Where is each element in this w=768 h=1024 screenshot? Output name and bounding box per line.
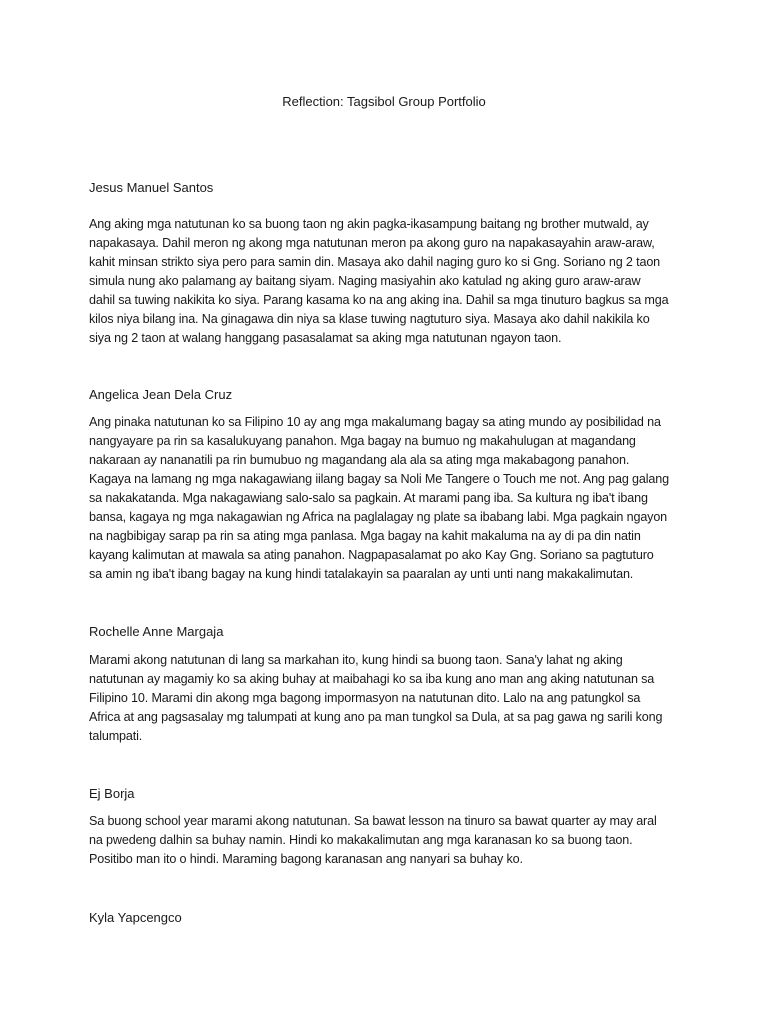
paragraph-line: talumpati. xyxy=(89,729,143,743)
reflection-paragraph xyxy=(89,413,709,584)
paragraph-line: Ang pinaka natutunan ko sa Filipino 10 ay ang mga makalumang bagay sa ating mundo ay posibilidad na xyxy=(89,415,661,429)
paragraph-line: dahil sa tuwing nakikita ko siya. Parang kasama ko na ang aking ina. Dahil sa mga tinuturo bagkus sa mga xyxy=(89,293,669,307)
paragraph-line: Africa at ang pagsasalay mg talumpati at kung ano pa man tungkol sa Dula, at sa pag gawa ng sarili kong xyxy=(89,710,663,724)
author-name: Kyla Yapcengco xyxy=(89,910,182,925)
author-name: Ej Borja xyxy=(89,786,135,801)
paragraph-line: Positibo man ito o hindi. Maraming bagong karanasan ang nanyari sa buhay ko. xyxy=(89,852,523,866)
reflection-paragraph xyxy=(89,651,709,746)
paragraph-line: nangyayare pa rin sa kasalukuyang panahon. Mga bagay na bumuo ng makahulugan at magandang xyxy=(89,434,636,448)
paragraph-line: kahit minsan strikto siya pero para samin din. Masaya ako dahil naging guro ko si Gng. Soriano ng 2 taon xyxy=(89,255,661,269)
paragraph-line: kayang kalimutan at mawala sa ating panahon. Nagpapasalamat po ako Kay Gng. Soriano sa pagtuturo xyxy=(89,548,654,562)
paragraph-line: nakaraan ay nananatili pa rin bumubuo ng magandang ala ala sa ating mga makabagong panahon. xyxy=(89,453,630,467)
paragraph-line: siya ng 2 taon at walang hanggang pasasalamat sa aking mga natutunan ngayon taon. xyxy=(89,331,562,345)
paragraph-line: na pwedeng dalhin sa buhay namin. Hindi ko makakalimutan ang mga karanasan ko sa buong taon. xyxy=(89,833,633,847)
paragraph-line: sa nakakatanda. Mga nakagawiang salo-salo sa pagkain. At marami pang iba. Sa kultura ng iba't ibang xyxy=(89,491,648,505)
author-name: Angelica Jean Dela Cruz xyxy=(89,387,233,402)
paragraph-line: na nagbibigay sarap pa rin sa ating mga panlasa. Mga bagay na kahit makaluma na ay di pa din natin xyxy=(89,529,641,543)
paragraph-line: sa amin ng iba't ibang bagay na kung hindi tatalakayin sa paaralan ay unti unti nang makakalimutan. xyxy=(89,567,634,581)
paragraph-line: Ang aking mga natutunan ko sa buong taon ng akin pagka-ikasampung baitang ng brother mutwald, ay xyxy=(89,217,649,231)
reflection-paragraph xyxy=(89,812,709,869)
paragraph-line: Kagaya na lamang ng mga nakagawiang iilang bagay sa Noli Me Tangere o Touch me not. Ang pag galang xyxy=(89,472,669,486)
paragraph-line: Marami akong natutunan di lang sa markahan ito, kung hindi sa buong taon. Sana'y lahat ng aking xyxy=(89,653,623,667)
document-title: Reflection: Tagsibol Group Portfolio xyxy=(282,94,486,109)
author-name: Jesus Manuel Santos xyxy=(89,180,214,195)
paragraph-line: kilos niya bilang ina. Na ginagawa din niya sa klase tuwing nagtuturo siya. Masaya ako dahil nakikila ko xyxy=(89,312,650,326)
author-name: Rochelle Anne Margaja xyxy=(89,624,224,639)
paragraph-line: Filipino 10. Marami din akong mga bagong impormasyon na natutunan dito. Lalo na ang patungkol sa xyxy=(89,691,641,705)
paragraph-line: Sa buong school year marami akong natutunan. Sa bawat lesson na tinuro sa bawat quarter ay may aral xyxy=(89,814,657,828)
reflection-paragraph xyxy=(89,215,709,348)
paragraph-line: simula nung ako palamang ay baitang siyam. Naging masiyahin ako katulad ng aking guro araw-araw xyxy=(89,274,641,288)
paragraph-line: natutunan ay magamiy ko sa aking buhay at maibahagi ko sa iba kung ano man ang aking natutunan sa xyxy=(89,672,655,686)
paragraph-line: napakasaya. Dahil meron ng akong mga natutunan meron pa akong guro na napakasayahin araw-araw, xyxy=(89,236,655,250)
paragraph-line: bansa, kagaya ng mga nakagawian ng Africa na paglalagay ng plate sa ibabang labi. Mga pagkain ngayon xyxy=(89,510,668,524)
